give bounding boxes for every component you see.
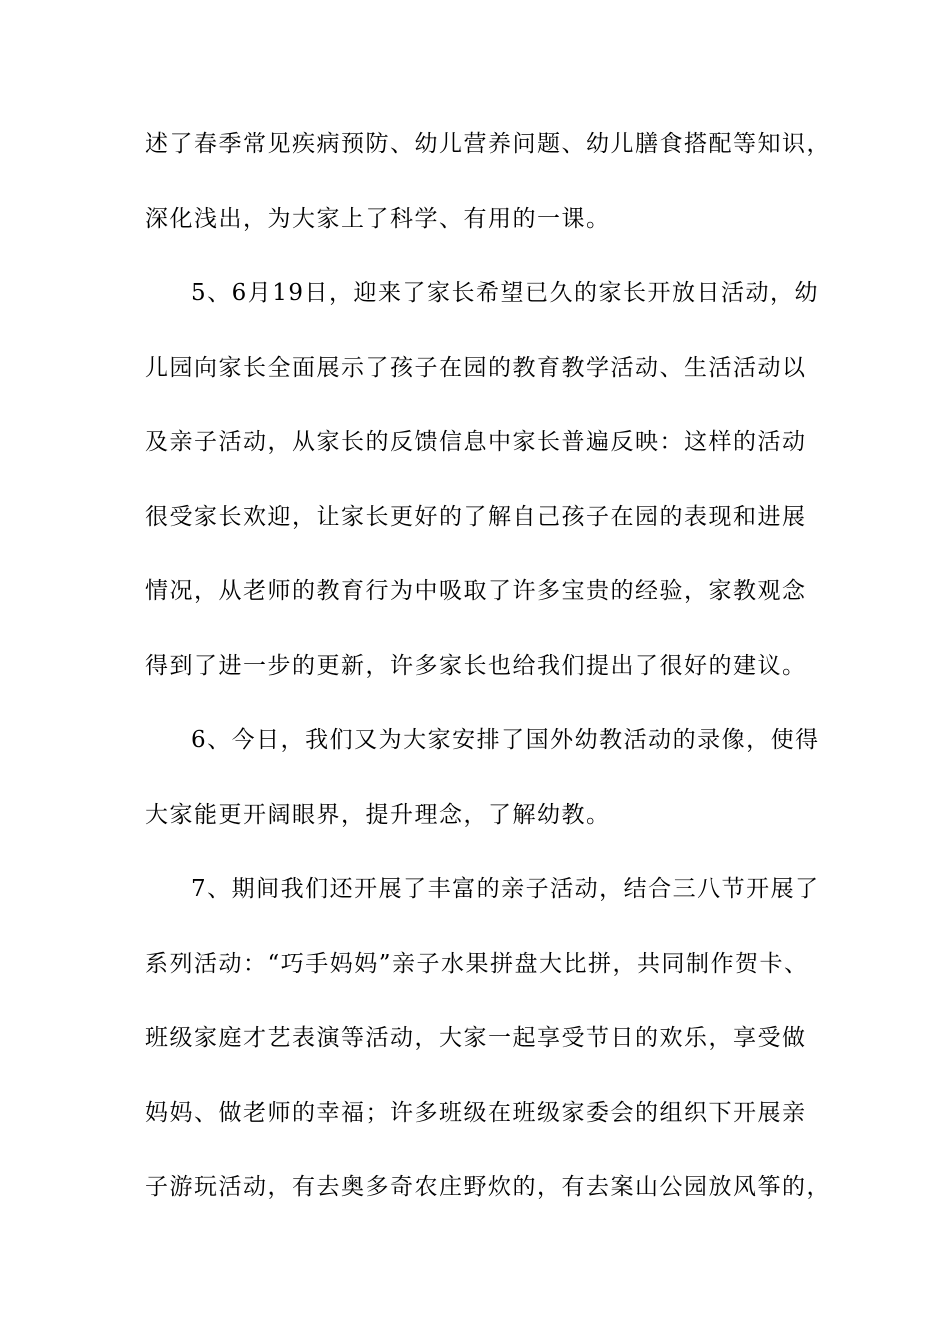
text-line: 大家能更开阔眼界，提升理念，了解幼教。: [145, 801, 611, 828]
text-line: 深化浅出，为大家上了科学、有用的一课。: [145, 205, 611, 232]
paragraph-start-line: 7、期间我们还开展了丰富的亲子活动，结合三八节开展了: [191, 876, 820, 902]
text-line: 很受家长欢迎，让家长更好的了解自己孩子在园的表现和进展: [145, 503, 807, 530]
text-line: 班级家庭才艺表演等活动，大家一起享受节日的欢乐，享受做: [145, 1025, 807, 1051]
text-line: 及亲子活动，从家长的反馈信息中家长普遍反映：这样的活动: [145, 429, 807, 455]
body-text: [145, 124, 831, 1242]
text-line: 系列活动：“巧手妈妈”亲子水果拼盘大比拼，共同制作贺卡、: [145, 950, 809, 977]
paragraph-start-line: 5、6月19日，迎来了家长希望已久的家长开放日活动，幼: [191, 280, 820, 306]
text-line: 儿园向家长全面展示了孩子在园的教育教学活动、生活活动以: [145, 354, 807, 381]
paragraph-start-line: 6、今日，我们又为大家安排了国外幼教活动的录像，使得: [191, 727, 820, 753]
text-line: 得到了进一步的更新，许多家长也给我们提出了很好的建议。: [145, 652, 807, 679]
text-line: 子游玩活动，有去奥多奇农庄野炊的，有去案山公园放风筝的，: [145, 1174, 831, 1200]
text-line: 情况，从老师的教育行为中吸取了许多宝贵的经验，家教观念: [145, 578, 807, 604]
text-line: 述了春季常见疾病预防、幼儿营养问题、幼儿膳食搭配等知识，: [145, 131, 831, 157]
text-line: 妈妈、做老师的幸福；许多班级在班级家委会的组织下开展亲: [145, 1099, 807, 1126]
